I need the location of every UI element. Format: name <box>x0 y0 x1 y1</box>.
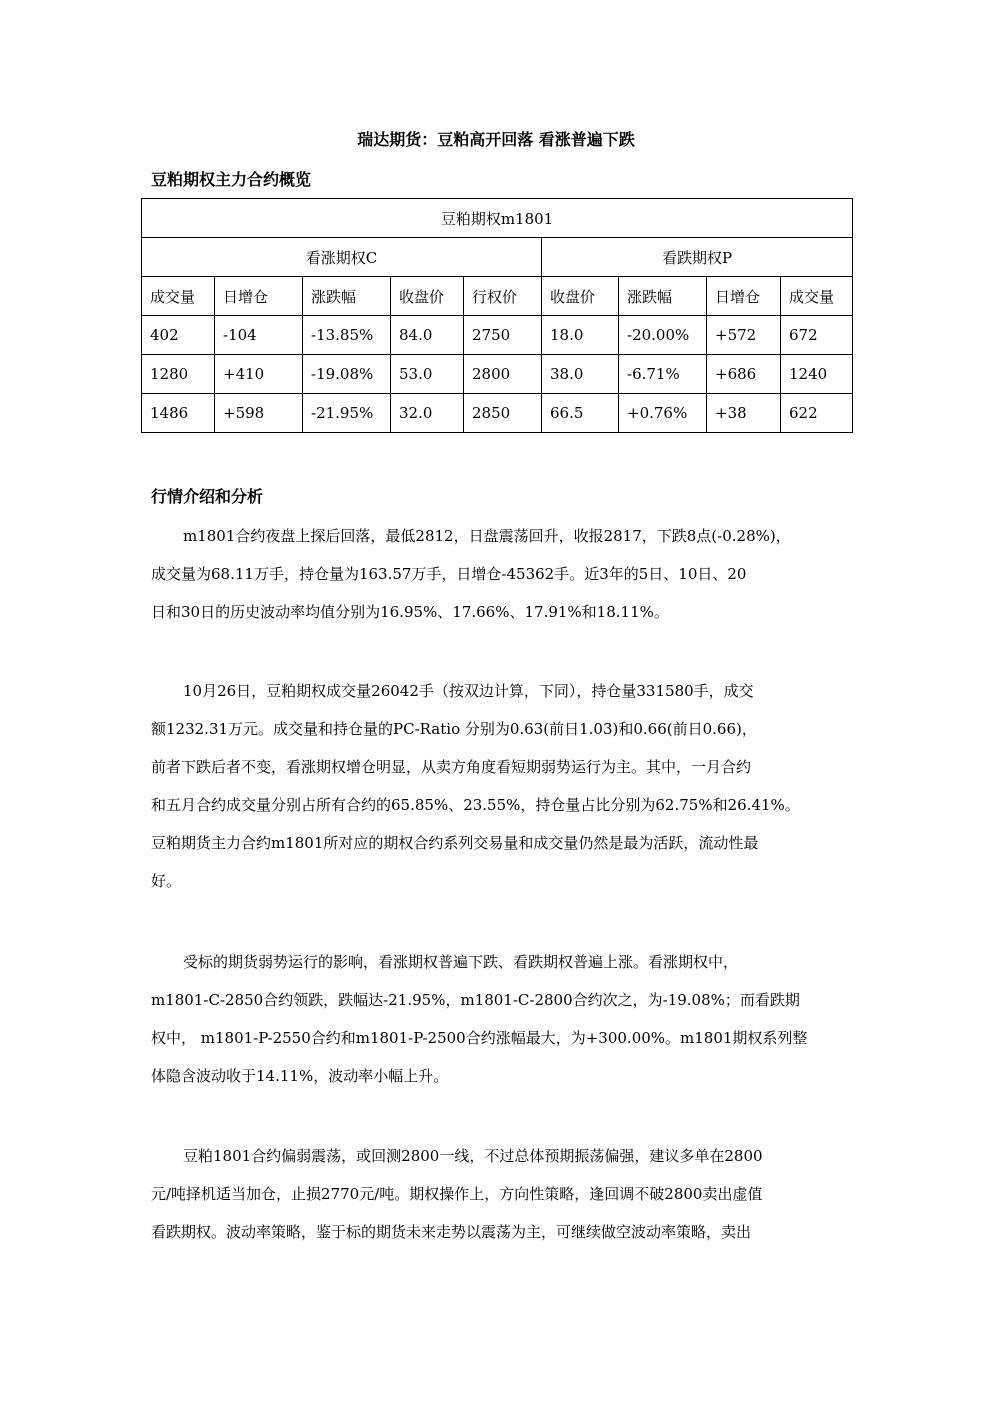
text-line: 成交量为68.11万手，持仓量为163.57万手，日增仓-45362手。近3年的5日、10日、20 <box>151 565 747 583</box>
text-line: 看跌期权。波动率策略，鉴于标的期货未来走势以震荡为主，可继续做空波动率策略，卖出 <box>151 1223 752 1241</box>
text-line: 受标的期货弱势运行的影响，看涨期权普遍下跌、看跌期权普遍上涨。看涨期权中， <box>183 953 739 971</box>
table-cell: -13.85% <box>303 316 391 355</box>
table-cell: 2850 <box>464 394 542 433</box>
table-cell: -104 <box>215 316 303 355</box>
table-cell: 66.5 <box>542 394 619 433</box>
text-line: 额1232.31万元。成交量和持仓量的PC-Ratio 分别为0.63(前日1.03)和0.66(前日0.66)， <box>151 720 757 738</box>
table-cell: 53.0 <box>391 355 464 394</box>
call-options-header: 看涨期权C <box>142 238 542 277</box>
table-cell: 622 <box>781 394 853 433</box>
text-line: 豆粕1801合约偏弱震荡，或回测2800一线，不过总体预期振荡偏强，建议多单在2800 <box>183 1147 763 1165</box>
table-cell: 32.0 <box>391 394 464 433</box>
paragraph-futures-summary <box>151 517 843 631</box>
document-title: 瑞达期货：豆粕高开回落 看涨普遍下跌 <box>357 130 635 149</box>
table-cell: +0.76% <box>619 394 707 433</box>
paragraph-strategy <box>151 1137 843 1251</box>
column-header-row <box>142 277 853 316</box>
table-caption: 豆粕期权m1801 <box>142 199 853 238</box>
table-row <box>142 316 853 355</box>
column-header: 收盘价 <box>391 277 464 316</box>
put-options-header: 看跌期权P <box>542 238 853 277</box>
table-cell: +38 <box>707 394 781 433</box>
options-table <box>141 198 853 433</box>
table-cell: +410 <box>215 355 303 394</box>
column-header: 成交量 <box>781 277 853 316</box>
column-header: 收盘价 <box>542 277 619 316</box>
text-line: 权中， m1801-P-2550合约和m1801-P-2500合约涨幅最大，为+300.00%。m1801期权系列整 <box>151 1029 808 1047</box>
table-cell: -19.08% <box>303 355 391 394</box>
column-header: 成交量 <box>142 277 215 316</box>
table-cell: 38.0 <box>542 355 619 394</box>
text-line: 10月26日，豆粕期权成交量26042手（按双边计算，下同），持仓量331580手，成交 <box>183 682 754 700</box>
table-cell: 402 <box>142 316 215 355</box>
table-cell: 84.0 <box>391 316 464 355</box>
text-line: 豆粕期货主力合约m1801所对应的期权合约系列交易量和成交量仍然是最为活跃，流动性最 <box>151 834 759 852</box>
text-line: 前者下跌后者不变，看涨期权增仓明显，从卖方角度看短期弱势运行为主。其中，一月合约 <box>151 758 752 776</box>
column-header: 日增仓 <box>707 277 781 316</box>
table-cell: 672 <box>781 316 853 355</box>
column-header: 行权价 <box>464 277 542 316</box>
column-header: 涨跌幅 <box>619 277 707 316</box>
text-line: m1801-C-2850合约领跌，跌幅达-21.95%，m1801-C-2800合约次之，为-19.08%；而看跌期 <box>151 991 800 1009</box>
text-line: m1801合约夜盘上探后回落，最低2812，日盘震荡回升，收报2817，下跌8点(-0.28%)， <box>183 527 791 545</box>
section-heading-overview: 豆粕期权主力合约概览 <box>151 170 312 189</box>
section-heading-analysis: 行情介绍和分析 <box>151 487 264 506</box>
text-line: 和五月合约成交量分别占所有合约的65.85%、23.55%，持仓量占比分别为62.75%和26.41%。 <box>151 796 800 814</box>
text-line: 元/吨择机适当加仓，止损2770元/吨。期权操作上，方向性策略，逢回调不破2800卖出虚值 <box>151 1185 763 1203</box>
paragraph-price-movement <box>151 943 843 1095</box>
text-line: 日和30日的历史波动率均值分别为16.95%、17.66%、17.91%和18.11%。 <box>151 603 669 621</box>
table-cell: +686 <box>707 355 781 394</box>
table-cell: 2750 <box>464 316 542 355</box>
text-line: 体隐含波动收于14.11%，波动率小幅上升。 <box>151 1067 449 1085</box>
table-cell: 1240 <box>781 355 853 394</box>
table-cell: +598 <box>215 394 303 433</box>
paragraph-options-volume <box>151 672 843 900</box>
table-row <box>142 355 853 394</box>
column-header: 日增仓 <box>215 277 303 316</box>
table-cell: 18.0 <box>542 316 619 355</box>
table-cell: 2800 <box>464 355 542 394</box>
table-cell: +572 <box>707 316 781 355</box>
table-cell: 1486 <box>142 394 215 433</box>
table-row <box>142 394 853 433</box>
column-header: 涨跌幅 <box>303 277 391 316</box>
table-cell: -6.71% <box>619 355 707 394</box>
table-cell: -21.95% <box>303 394 391 433</box>
table-cell: -20.00% <box>619 316 707 355</box>
text-line: 好。 <box>151 872 182 890</box>
table-cell: 1280 <box>142 355 215 394</box>
